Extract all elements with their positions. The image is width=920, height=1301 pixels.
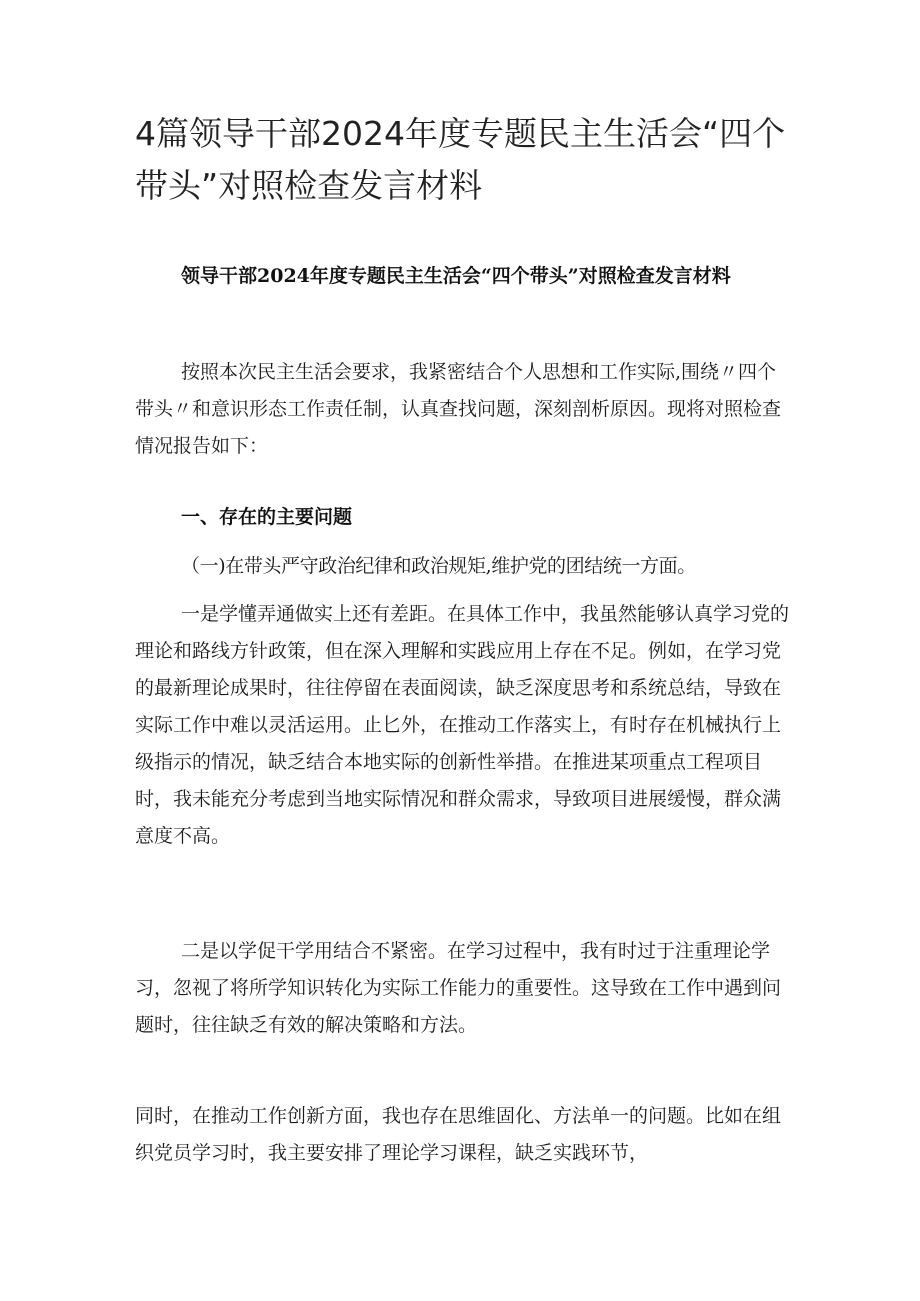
paragraph-point-two: 二是以学促干学用结合不紧密。在学习过程中，我有时过于注重理论学习，忽视了将所学知识转化为实际工作能力的重要性。这导致在工作中遇到问题时，往往缺乏有效的解决策略和方法。: [135, 940, 782, 1036]
document-subtitle: 领导干部2024年度专题民主生活会“四个带头”对照检查发言材料: [181, 265, 731, 287]
paragraph-point-one: 一是学懂弄通做实上还有差距。在具体工作中，我虽然能够认真学习党的理论和路线方针政策，但在深入理解和实践应用上存在不足。例如，在学习党的最新理论成果时，往往停留在表面阅读，缺乏深度思考和系统总结，导致在实际工作中难以灵活运用。止匕外，在推动工作落实上，有时存在机械执行上级指示的情况，缺乏结合本地实际的创新性举措。在推进某项重点工程项目时，我未能充分考虑到当地实际情况和群众需求，导致项目进展缓慢，群众满意度不高。: [135, 603, 790, 847]
intro-paragraph: 按照本次民主生活会要求，我紧密结合个人思想和工作实际,围绕〃四个带头〃和意识形态工作责任制，认真查找问题，深刻剖析原因。现将对照检查情况报告如下：: [135, 361, 782, 457]
paragraph-point-two-continued: 同时，在推动工作创新方面，我也存在思维固化、方法单一的问题。比如在组织党员学习时，我主要安排了理论学习课程，缺乏实践环节，: [135, 1105, 782, 1164]
document-title: 4篇领导干部2024年度专题民主生活会“四个带头”对照检查发言材料: [135, 114, 786, 205]
subsection-heading-political-discipline: （一)在带头严守政治纪律和政治规矩,维护党的团结统一方面。: [181, 555, 696, 577]
section-heading-main-problems: 一、存在的主要问题: [181, 506, 353, 528]
